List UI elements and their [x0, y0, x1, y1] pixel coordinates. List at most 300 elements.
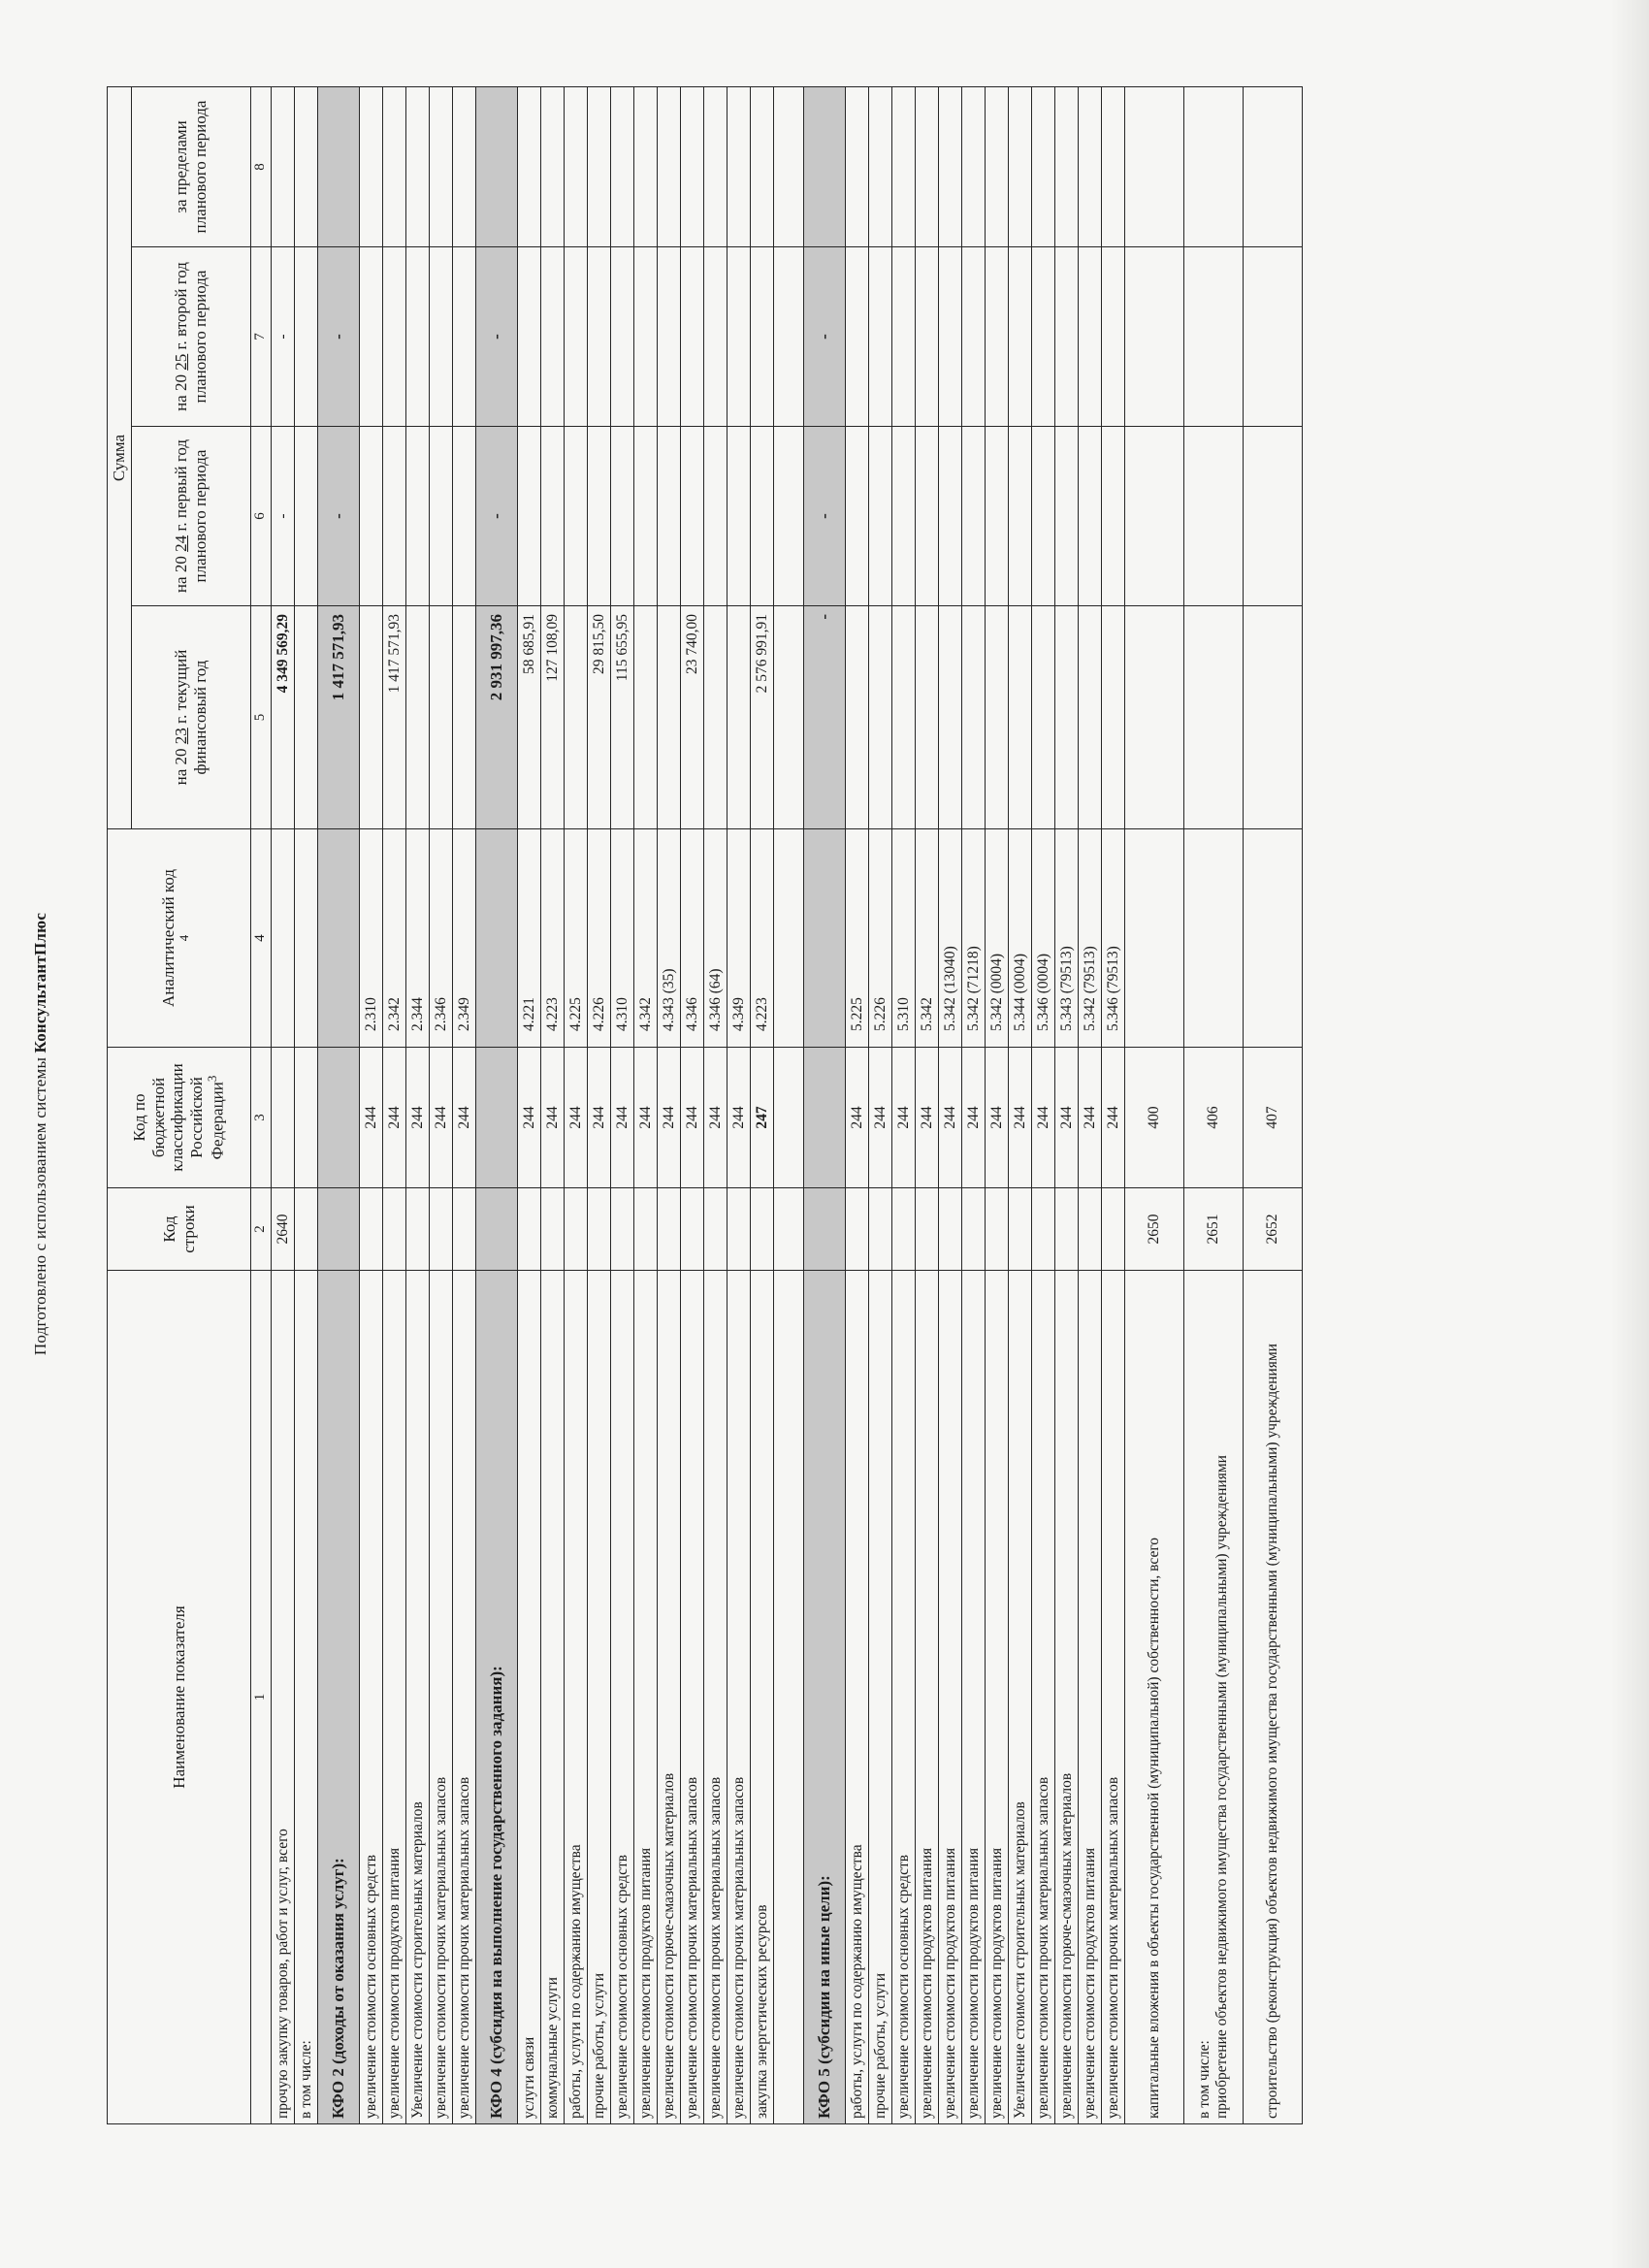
beyond-plan-amount-cell [476, 86, 518, 246]
budget-code-cell: 244 [986, 1048, 1009, 1188]
current-year-amount-cell [295, 606, 318, 829]
analytic-code-cell: 5.342 (0004) [986, 829, 1009, 1048]
current-year-amount-cell: 1 417 571,93 [383, 606, 406, 829]
analytic-code-cell [476, 829, 518, 1048]
row-code-cell [704, 1188, 728, 1271]
first-plan-year-amount-cell [453, 427, 476, 606]
row-code-cell: 2651 [1184, 1188, 1244, 1271]
table-row [846, 86, 869, 2123]
budget-code-cell: 244 [1032, 1048, 1055, 1188]
first-plan-year-amount-cell [430, 427, 453, 606]
indicator-name-cell: увеличение стоимости прочих материальных запасов [1102, 1271, 1125, 2124]
first-plan-year-amount-cell [541, 427, 565, 606]
analytic-code-cell: 5.346 (79513) [1102, 829, 1125, 1048]
second-plan-year-amount-cell [295, 247, 318, 427]
table-row [588, 86, 611, 2123]
table-row [541, 86, 565, 2123]
beyond-plan-amount-cell [453, 86, 476, 246]
current-year-amount-cell [1009, 606, 1032, 829]
second-plan-year-amount-cell [383, 247, 406, 427]
kfo-section-row [318, 86, 360, 2123]
budget-code-cell: 244 [1009, 1048, 1032, 1188]
header-budget-code-footnote: 3 [205, 1075, 220, 1083]
table-header [108, 86, 272, 2123]
second-plan-year-amount-cell [681, 247, 704, 427]
beyond-plan-amount-cell [295, 86, 318, 246]
analytic-code-cell: 5.342 (79513) [1079, 829, 1102, 1048]
second-plan-year-amount-cell [453, 247, 476, 427]
table-row [272, 86, 295, 2123]
first-plan-year-amount-cell: - [318, 427, 360, 606]
beyond-plan-amount-cell [611, 86, 634, 246]
index-cell: 5 [251, 606, 272, 829]
first-plan-year-amount-cell [728, 427, 751, 606]
row-code-cell [406, 1188, 430, 1271]
second-plan-year-amount-cell: - [804, 247, 846, 427]
first-plan-year-amount-cell: - [476, 427, 518, 606]
second-plan-year-amount-cell: - [318, 247, 360, 427]
header-second-plan-year-value: 25 [172, 353, 191, 371]
beyond-plan-amount-cell [406, 86, 430, 246]
current-year-amount-cell: 2 931 997,36 [476, 606, 518, 829]
first-plan-year-amount-cell [634, 427, 658, 606]
budget-code-cell: 244 [916, 1048, 939, 1188]
second-plan-year-amount-cell [774, 247, 804, 427]
row-code-cell [453, 1188, 476, 1271]
row-code-cell [611, 1188, 634, 1271]
second-plan-year-amount-cell [406, 247, 430, 427]
indicator-name-cell: капитальные вложения в объекты государственной (муниципальной) собственности, всего [1125, 1271, 1184, 2124]
header-first-plan-year-value: 24 [172, 535, 191, 552]
indicator-name-cell: в том числе: приобретение объектов недвижимого имущества государственными (муниципальными) учреждениями [1184, 1271, 1244, 2124]
indicator-name-cell: увеличение стоимости продуктов питания [986, 1271, 1009, 2124]
budget-code-cell: 244 [1102, 1048, 1125, 1188]
analytic-code-cell [272, 829, 295, 1048]
row-code-cell [318, 1188, 360, 1271]
index-cell: 1 [251, 1271, 272, 2124]
row-code-cell [360, 1188, 383, 1271]
beyond-plan-amount-cell [846, 86, 869, 246]
beyond-plan-amount-cell [986, 86, 1009, 246]
second-plan-year-amount-cell [430, 247, 453, 427]
beyond-plan-amount-cell [751, 86, 774, 246]
budget-code-cell: 244 [681, 1048, 704, 1188]
first-plan-year-amount-cell [295, 427, 318, 606]
row-code-cell [1102, 1188, 1125, 1271]
watermark-brand: КонсультантПлюс [31, 912, 49, 1053]
header-current-year-pre: на 20 [172, 744, 191, 786]
analytic-code-cell: 4.346 [681, 829, 704, 1048]
table-body [272, 86, 1303, 2123]
current-year-amount-cell [916, 606, 939, 829]
beyond-plan-amount-cell [1055, 86, 1079, 246]
budget-code-cell [295, 1048, 318, 1188]
beyond-plan-amount-cell [939, 86, 962, 246]
indicator-name-cell: увеличение стоимости основных средств [360, 1271, 383, 2124]
table-row [939, 86, 962, 2123]
budget-code-cell: 406 [1184, 1048, 1244, 1188]
second-plan-year-amount-cell [1055, 247, 1079, 427]
budget-code-cell: 244 [565, 1048, 588, 1188]
table-row [916, 86, 939, 2123]
row-code-cell [1055, 1188, 1079, 1271]
table-row [681, 86, 704, 2123]
indicator-name-cell: прочие работы, услуги [869, 1271, 892, 2124]
indicator-name-cell: увеличение стоимости прочих материальных запасов [681, 1271, 704, 2124]
budget-code-cell: 244 [541, 1048, 565, 1188]
budget-code-cell: 244 [892, 1048, 916, 1188]
row-code-cell: 2640 [272, 1188, 295, 1271]
header-sum: Сумма [108, 86, 132, 828]
analytic-code-cell: 4.349 [728, 829, 751, 1048]
budget-code-cell: 244 [846, 1048, 869, 1188]
analytic-code-cell: 4.346 (64) [704, 829, 728, 1048]
table-row [869, 86, 892, 2123]
indicator-name-cell: строительство (реконструкция) объектов недвижимого имущества государственными (муниципальными) учреждениями [1244, 1271, 1303, 2124]
first-plan-year-amount-cell [518, 427, 541, 606]
analytic-code-cell: 5.344 (0004) [1009, 829, 1032, 1048]
header-budget-code-text: Код по бюджетной классификации Российской Федерации [130, 1063, 228, 1172]
row-code-cell: 2652 [1244, 1188, 1303, 1271]
beyond-plan-amount-cell [869, 86, 892, 246]
budget-code-cell: 244 [634, 1048, 658, 1188]
indicator-name-cell: КФО 2 (доходы от оказания услуг): [318, 1271, 360, 2124]
first-plan-year-amount-cell [588, 427, 611, 606]
budget-code-cell [774, 1048, 804, 1188]
current-year-amount-cell [1032, 606, 1055, 829]
indicator-name-cell: увеличение стоимости прочих материальных запасов [430, 1271, 453, 2124]
indicator-name-cell: увеличение стоимости продуктов питания [634, 1271, 658, 2124]
second-plan-year-amount-cell [704, 247, 728, 427]
second-plan-year-amount-cell [1244, 247, 1303, 427]
indicator-name-cell: увеличение стоимости прочих материальных запасов [1032, 1271, 1055, 2124]
table-row [518, 86, 541, 2123]
current-year-amount-cell [1244, 606, 1303, 829]
row-code-cell [962, 1188, 986, 1271]
table-row [295, 86, 318, 2123]
current-year-amount-cell [846, 606, 869, 829]
table-row [360, 86, 383, 2123]
second-plan-year-amount-cell [846, 247, 869, 427]
budget-code-cell [318, 1048, 360, 1188]
second-plan-year-amount-cell [939, 247, 962, 427]
first-plan-year-amount-cell [1032, 427, 1055, 606]
row-code-cell [476, 1188, 518, 1271]
analytic-code-cell [1184, 829, 1244, 1048]
budget-code-cell: 244 [430, 1048, 453, 1188]
second-plan-year-amount-cell [728, 247, 751, 427]
indicator-name-cell: прочие работы, услуги [588, 1271, 611, 2124]
table-row [1032, 86, 1055, 2123]
second-plan-year-amount-cell [1125, 247, 1184, 427]
indicator-name-cell: в том числе: [295, 1271, 318, 2124]
first-plan-year-amount-cell [406, 427, 430, 606]
row-code-cell [986, 1188, 1009, 1271]
table-row [892, 86, 916, 2123]
current-year-amount-cell [728, 606, 751, 829]
current-year-amount-cell: - [804, 606, 846, 829]
current-year-amount-cell [869, 606, 892, 829]
analytic-code-cell [318, 829, 360, 1048]
table-row [1102, 86, 1125, 2123]
beyond-plan-amount-cell [565, 86, 588, 246]
header-first-plan-year [132, 427, 251, 606]
scan-edge-shadow [1610, 0, 1649, 2268]
analytic-code-cell: 5.342 [916, 829, 939, 1048]
budget-code-cell: 244 [962, 1048, 986, 1188]
beyond-plan-amount-cell [1079, 86, 1102, 246]
analytic-code-cell: 4.343 (35) [658, 829, 681, 1048]
second-plan-year-amount-cell [916, 247, 939, 427]
table-row [986, 86, 1009, 2123]
current-year-amount-cell: 127 108,09 [541, 606, 565, 829]
header-analytic-code-footnote: 4 [177, 934, 192, 942]
analytic-code-cell [774, 829, 804, 1048]
header-analytic-code [108, 829, 251, 1048]
row-code-cell [774, 1188, 804, 1271]
table-row [1244, 86, 1303, 2123]
budget-code-cell: 244 [1055, 1048, 1079, 1188]
beyond-plan-amount-cell [1125, 86, 1184, 246]
first-plan-year-amount-cell [1009, 427, 1032, 606]
current-year-amount-cell [565, 606, 588, 829]
indicator-name-cell: увеличение стоимости горюче-смазочных материалов [1055, 1271, 1079, 2124]
indicator-name-cell: увеличение стоимости прочих материальных запасов [453, 1271, 476, 2124]
first-plan-year-amount-cell [846, 427, 869, 606]
first-plan-year-amount-cell [704, 427, 728, 606]
first-plan-year-amount-cell [658, 427, 681, 606]
first-plan-year-amount-cell [1184, 427, 1244, 606]
beyond-plan-amount-cell [634, 86, 658, 246]
rotated-table-container [107, 87, 1513, 2124]
current-year-amount-cell [986, 606, 1009, 829]
analytic-code-cell: 4.223 [751, 829, 774, 1048]
indicator-name-cell [774, 1271, 804, 2124]
beyond-plan-amount-cell [916, 86, 939, 246]
current-year-amount-cell [892, 606, 916, 829]
analytic-code-cell: 5.310 [892, 829, 916, 1048]
indicator-name-cell: увеличение стоимости продуктов питания [916, 1271, 939, 2124]
row-code-cell [588, 1188, 611, 1271]
first-plan-year-amount-cell [383, 427, 406, 606]
current-year-amount-cell [704, 606, 728, 829]
row-code-cell [1009, 1188, 1032, 1271]
first-plan-year-amount-cell [986, 427, 1009, 606]
first-plan-year-amount-cell [565, 427, 588, 606]
second-plan-year-amount-cell [1102, 247, 1125, 427]
row-code-cell [751, 1188, 774, 1271]
beyond-plan-amount-cell [360, 86, 383, 246]
table-row [430, 86, 453, 2123]
budget-code-cell: 244 [588, 1048, 611, 1188]
beyond-plan-amount-cell [541, 86, 565, 246]
beyond-plan-amount-cell [728, 86, 751, 246]
row-code-cell [565, 1188, 588, 1271]
first-plan-year-amount-cell [1102, 427, 1125, 606]
budget-code-cell: 400 [1125, 1048, 1184, 1188]
budget-code-cell: 247 [751, 1048, 774, 1188]
beyond-plan-amount-cell [518, 86, 541, 246]
index-cell: 8 [251, 86, 272, 246]
current-year-amount-cell [1102, 606, 1125, 829]
beyond-plan-amount-cell [272, 86, 295, 246]
current-year-amount-cell [360, 606, 383, 829]
second-plan-year-amount-cell [518, 247, 541, 427]
first-plan-year-amount-cell [611, 427, 634, 606]
row-code-cell [1032, 1188, 1055, 1271]
table-row [728, 86, 751, 2123]
table-row [611, 86, 634, 2123]
budget-code-cell: 244 [869, 1048, 892, 1188]
analytic-code-cell [295, 829, 318, 1048]
index-cell: 6 [251, 427, 272, 606]
indicator-name-cell: закупка энергетических ресурсов [751, 1271, 774, 2124]
indicator-name-cell: работы, услуги по содержанию имущества [565, 1271, 588, 2124]
analytic-code-cell [1244, 829, 1303, 1048]
analytic-code-cell: 4.221 [518, 829, 541, 1048]
first-plan-year-amount-cell [1055, 427, 1079, 606]
row-code-cell [728, 1188, 751, 1271]
beyond-plan-amount-cell [588, 86, 611, 246]
second-plan-year-amount-cell [565, 247, 588, 427]
analytic-code-cell: 2.344 [406, 829, 430, 1048]
budget-code-cell: 407 [1244, 1048, 1303, 1188]
current-year-amount-cell: 4 349 569,29 [272, 606, 295, 829]
row-code-cell [1079, 1188, 1102, 1271]
table-row [751, 86, 774, 2123]
index-cell: 4 [251, 829, 272, 1048]
kfo-section-row [476, 86, 518, 2123]
beyond-plan-amount-cell [1184, 86, 1244, 246]
analytic-code-cell [804, 829, 846, 1048]
first-plan-year-amount-cell [1244, 427, 1303, 606]
row-code-cell [518, 1188, 541, 1271]
header-first-plan-year-post: г. первый год планового периода [172, 438, 210, 583]
table-row [658, 86, 681, 2123]
second-plan-year-amount-cell [658, 247, 681, 427]
beyond-plan-amount-cell [1032, 86, 1055, 246]
first-plan-year-amount-cell [916, 427, 939, 606]
second-plan-year-amount-cell [541, 247, 565, 427]
current-year-amount-cell: 58 685,91 [518, 606, 541, 829]
indicator-name-cell: увеличение стоимости продуктов питания [1079, 1271, 1102, 2124]
current-year-amount-cell [406, 606, 430, 829]
header-indicator-name: Наименование показателя [108, 1271, 251, 2124]
first-plan-year-amount-cell [774, 427, 804, 606]
second-plan-year-amount-cell [1009, 247, 1032, 427]
first-plan-year-amount-cell [939, 427, 962, 606]
beyond-plan-amount-cell [804, 86, 846, 246]
indicator-name-cell: увеличение стоимости продуктов питания [939, 1271, 962, 2124]
budget-code-cell: 244 [406, 1048, 430, 1188]
indicator-name-cell: увеличение стоимости прочих материальных запасов [728, 1271, 751, 2124]
current-year-amount-cell: 29 815,50 [588, 606, 611, 829]
analytic-code-cell: 2.310 [360, 829, 383, 1048]
index-cell: 2 [251, 1188, 272, 1271]
indicator-name-cell: увеличение стоимости прочих материальных запасов [704, 1271, 728, 2124]
current-year-amount-cell: 1 417 571,93 [318, 606, 360, 829]
table-row [1055, 86, 1079, 2123]
second-plan-year-amount-cell [869, 247, 892, 427]
indicator-name-cell: увеличение стоимости продуктов питания [383, 1271, 406, 2124]
analytic-code-cell: 5.346 (0004) [1032, 829, 1055, 1048]
analytic-code-cell: 4.310 [611, 829, 634, 1048]
indicator-name-cell: увеличение стоимости основных средств [892, 1271, 916, 2124]
indicator-name-cell: услуги связи [518, 1271, 541, 2124]
second-plan-year-amount-cell [986, 247, 1009, 427]
row-code-cell [383, 1188, 406, 1271]
current-year-amount-cell [453, 606, 476, 829]
current-year-amount-cell [1055, 606, 1079, 829]
table-row [1079, 86, 1102, 2123]
first-plan-year-amount-cell [360, 427, 383, 606]
first-plan-year-amount-cell [962, 427, 986, 606]
indicator-name-cell: работы, услуги по содержанию имущества [846, 1271, 869, 2124]
first-plan-year-amount-cell [869, 427, 892, 606]
first-plan-year-amount-cell [1079, 427, 1102, 606]
budget-code-cell: 244 [453, 1048, 476, 1188]
current-year-amount-cell: 23 740,00 [681, 606, 704, 829]
row-code-cell [892, 1188, 916, 1271]
beyond-plan-amount-cell [704, 86, 728, 246]
header-current-year-value: 23 [172, 728, 191, 745]
analytic-code-cell: 2.349 [453, 829, 476, 1048]
second-plan-year-amount-cell [634, 247, 658, 427]
row-code-cell [869, 1188, 892, 1271]
beyond-plan-amount-cell [1244, 86, 1303, 246]
beyond-plan-amount-cell [681, 86, 704, 246]
header-index-row [251, 86, 272, 2123]
index-cell: 3 [251, 1048, 272, 1188]
header-second-plan-year [132, 247, 251, 427]
first-plan-year-amount-cell: - [272, 427, 295, 606]
indicator-name-cell: КФО 4 (субсидия на выполнение государственного задания): [476, 1271, 518, 2124]
row-code-cell [804, 1188, 846, 1271]
table-row [453, 86, 476, 2123]
table-row [1125, 86, 1184, 2123]
first-plan-year-amount-cell [751, 427, 774, 606]
table-row [774, 86, 804, 2123]
row-code-cell [634, 1188, 658, 1271]
watermark-prefix: Подготовлено с использованием системы [31, 1053, 49, 1356]
table-row [704, 86, 728, 2123]
second-plan-year-amount-cell [1184, 247, 1244, 427]
analytic-code-cell: 5.226 [869, 829, 892, 1048]
row-code-cell [681, 1188, 704, 1271]
indicator-name-cell: Увеличение стоимости строительных материалов [1009, 1271, 1032, 2124]
table-row [406, 86, 430, 2123]
second-plan-year-amount-cell [1032, 247, 1055, 427]
analytic-code-cell: 4.223 [541, 829, 565, 1048]
header-row-code: Код строки [108, 1188, 251, 1271]
table-row [962, 86, 986, 2123]
indicator-name-cell: увеличение стоимости основных средств [611, 1271, 634, 2124]
budget-code-cell: 244 [1079, 1048, 1102, 1188]
second-plan-year-amount-cell [360, 247, 383, 427]
budget-code-cell: 244 [728, 1048, 751, 1188]
first-plan-year-amount-cell [1125, 427, 1184, 606]
beyond-plan-amount-cell [383, 86, 406, 246]
beyond-plan-amount-cell [962, 86, 986, 246]
beyond-plan-amount-cell [1009, 86, 1032, 246]
second-plan-year-amount-cell [892, 247, 916, 427]
analytic-code-cell: 4.342 [634, 829, 658, 1048]
second-plan-year-amount-cell [751, 247, 774, 427]
current-year-amount-cell [430, 606, 453, 829]
current-year-amount-cell [962, 606, 986, 829]
report-table [107, 86, 1303, 2124]
header-budget-code [108, 1048, 251, 1188]
